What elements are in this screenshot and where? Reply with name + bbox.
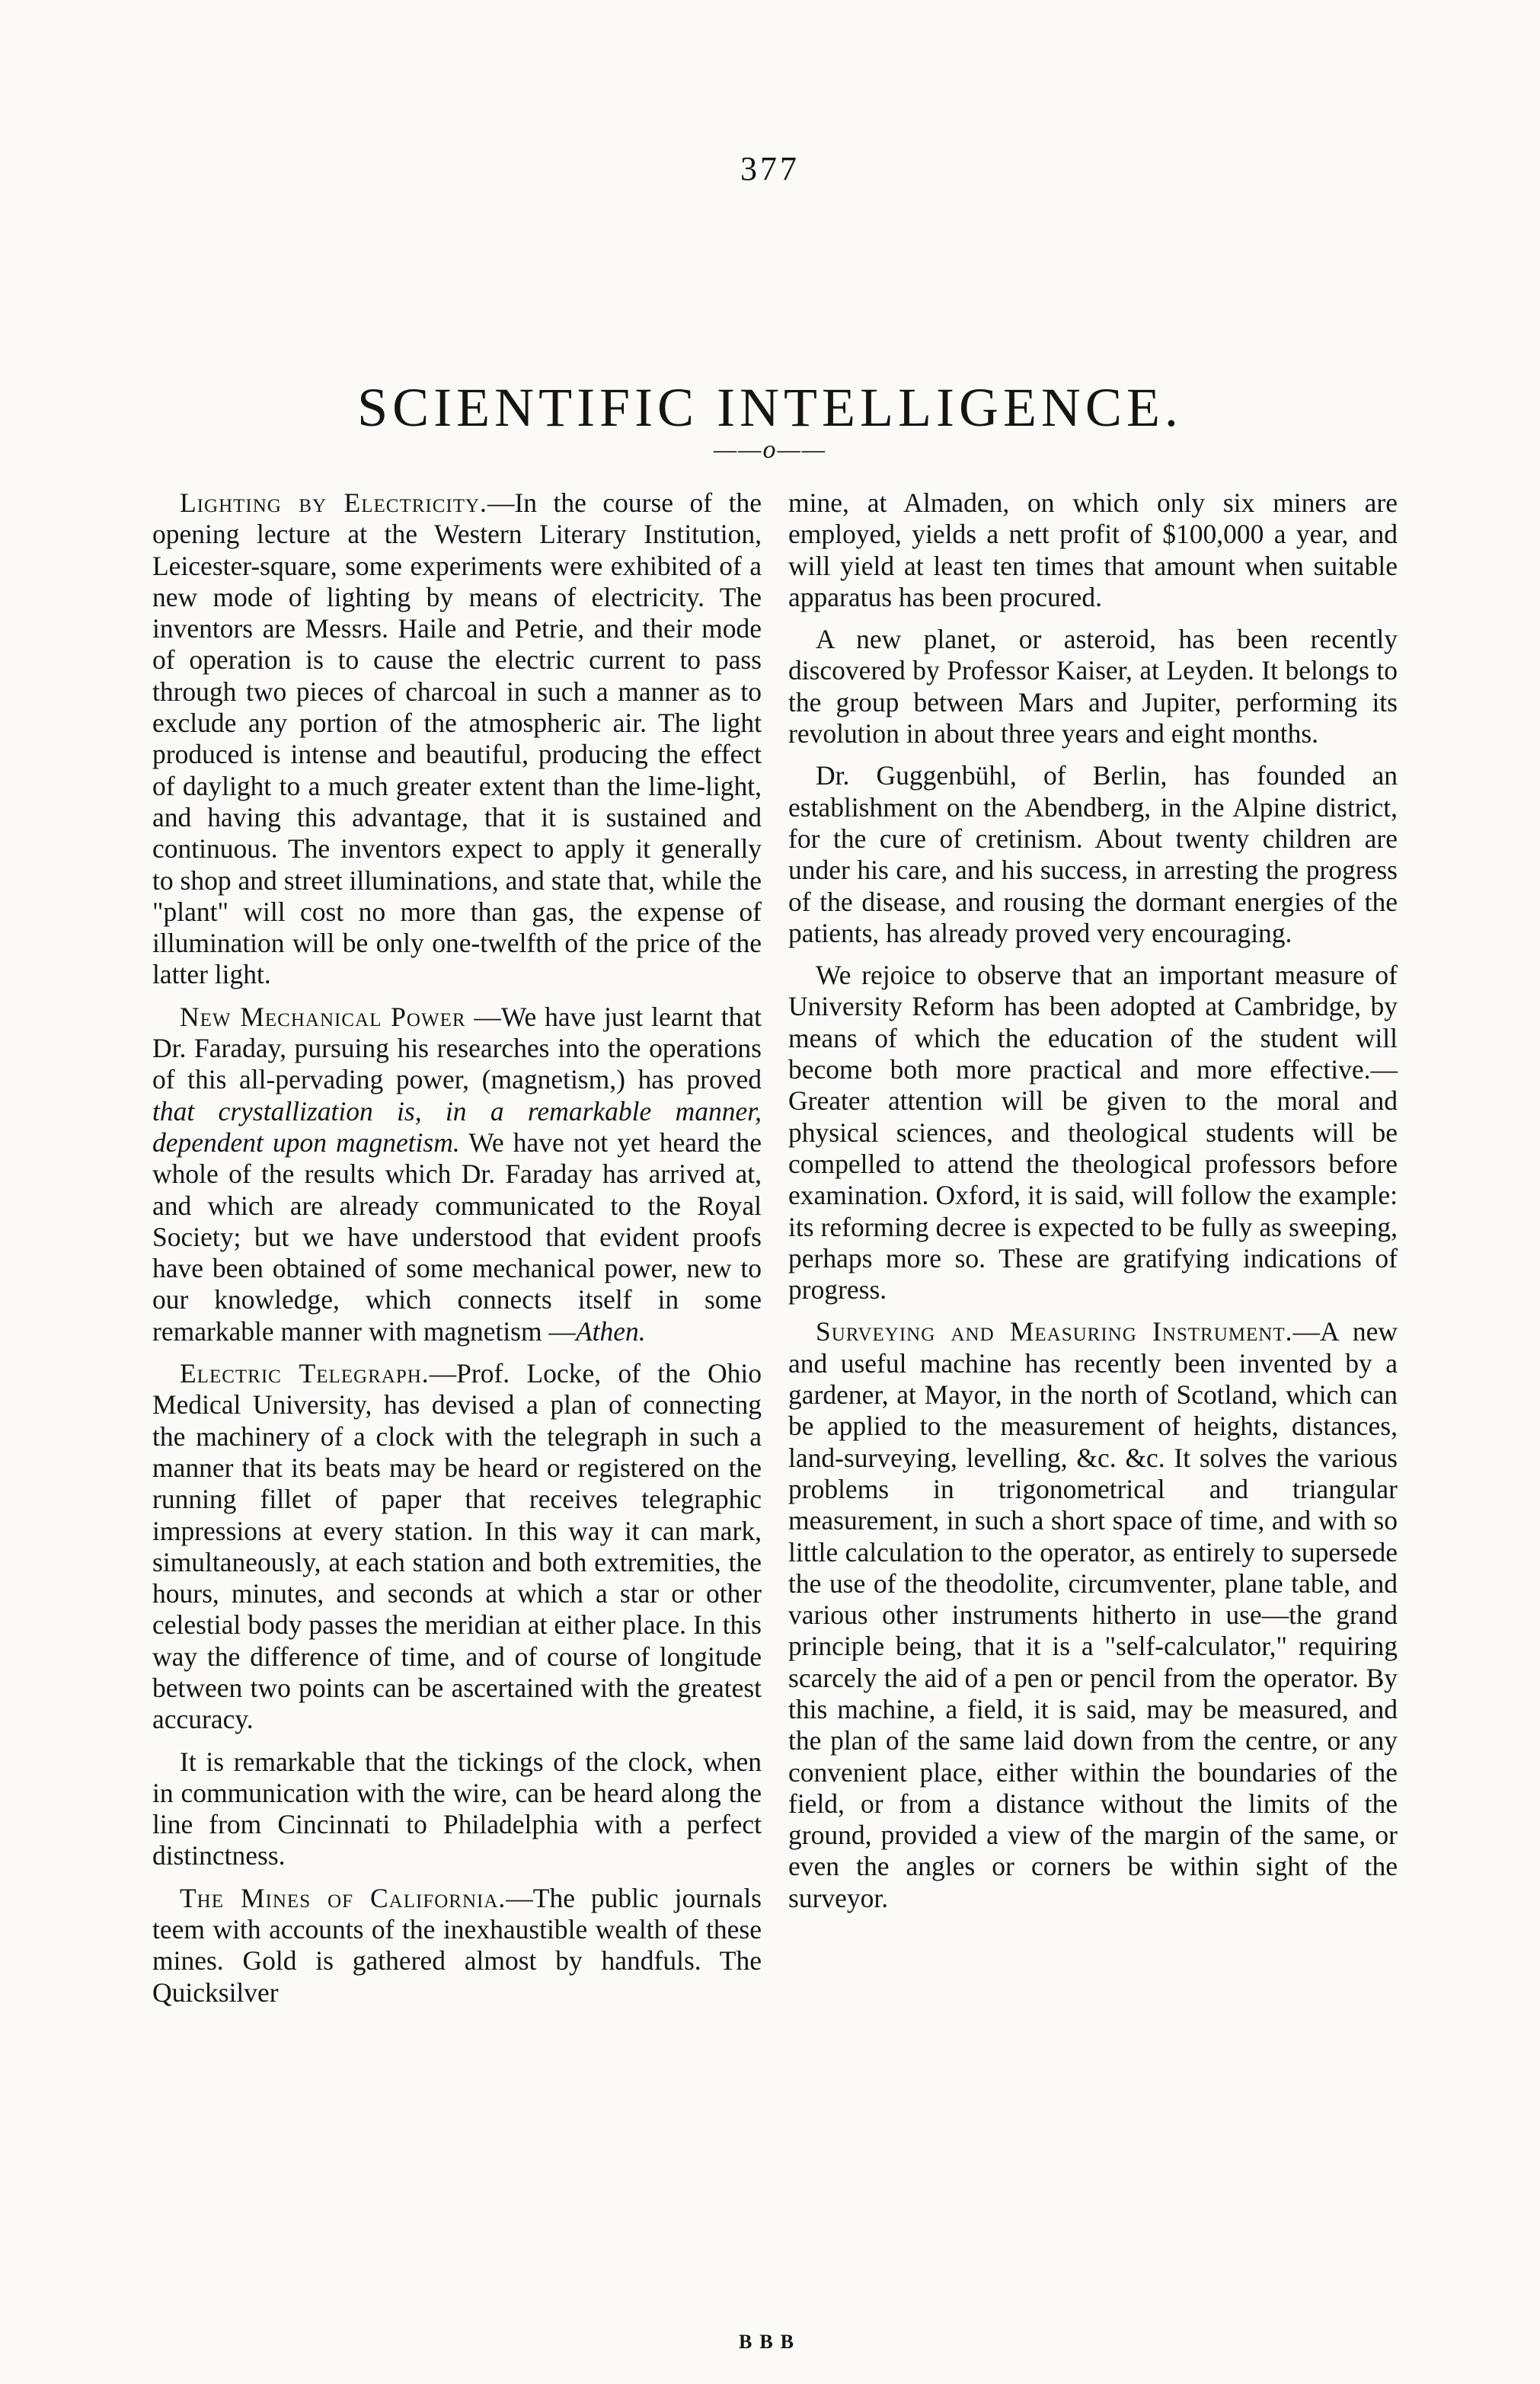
heading-mines-california: The Mines of California. [180, 1882, 506, 1913]
paragraph-guggenbuhl: Dr. Guggenbühl, of Berlin, has founded an establishment on the Abendberg, in the Alpine district, for the cure of cretinism. About twenty children are under his care, and his success, in arresting the progress of the disease, and rousing the dormant energies of the patients, has already proved very encouraging. [788, 760, 1398, 948]
paragraph-university-reform: We rejoice to observe that an important measure of University Reform has been adopted at Cambridge, by means of which the education of the student will become both more practical and more effective.—Greater attention will be given to the moral and physical sciences, and theological students will be compelled to attend the theological professors before examination. Oxford, it is said, will follow the example: its reforming decree is expected to be fully as sweeping, perhaps more so. These are gratifying indications of progress. [788, 960, 1398, 1305]
body-surveying: —A new and useful machine has recently been invented by a gardener, at Mayor, in the north of Scotland, which can be applied to the measurement of heights, distances, land-surveying, levelling, &c. &c. It solves the various problems in trigonometrical and triangular measurement, in such a short space of time, and with so little calculation to the operator, as entirely to supersede the use of the theodolite, circumventer, plane table, and various other instruments hitherto in use—the grand principle being, that it is a "self-calculator," requiring scarcely the aid of a pen or pencil from the operator. By this machine, a field, it is said, may be measured, and the plan of the same laid down from the centre, or any convenient place, either within the boundaries of the field, or from a distance without the limits of the ground, provided a view of the margin of the same, or even the angles or corners be within sight of the surveyor. [788, 1316, 1398, 1913]
article-lighting [152, 487, 762, 991]
paragraph-new-planet: A new planet, or asteroid, has been recently discovered by Professor Kaiser, at Leyden. It belongs to the group between Mars and Jupiter, performing its revolution in about three years and eight months. [788, 624, 1398, 749]
source-athen: Athen. [576, 1315, 646, 1347]
body-mines: —The public journals teem with accounts of the inexhaustible wealth of these mines. Gold is gathered almost by handfuls. The Quicksilver [152, 1882, 762, 2008]
left-column [152, 487, 762, 2019]
paragraph-tickings: It is remarkable that the tickings of the clock, when in communication with the wire, can be heard along the line from Cincinnati to Philadelphia with a perfect distinctness. [152, 1746, 762, 1871]
article-mines-california [152, 1883, 762, 2009]
body-telegraph: —Prof. Locke, of the Ohio Medical University, has devised a plan of connecting the machinery of a clock with the telegraph in such a manner that its beats may be heard or registered on the running fillet of paper that receives telegraphic impressions at every station. In this way it can mark, simultaneously, at each station and both extremities, the hours, minutes, and seconds at which a star or other celestial body passes the meridian at either place. In this way the difference of time, and of course of longitude between two points can be ascertained with the greatest accuracy. [152, 1358, 762, 1735]
body-mechanical-1: —We have just learnt that Dr. Faraday, pursuing his researches into the operations of this all-pervading power, (magnetism,) has proved [152, 1001, 762, 1095]
body-mechanical-2: We have not yet heard the whole of the results which Dr. Faraday has arrived at, and which are already communicated to the Royal Society; but we have understood that evident proofs have been obtained of some mechanical power, new to our knowledge, which connects itself in some remarkable manner with magnetism — [152, 1126, 762, 1347]
right-column [788, 487, 1398, 1925]
title-ornament: ——o—— [714, 436, 826, 464]
body-mechanical-italic: that crystallization is, in a remarkable manner, dependent upon magnetism. [152, 1095, 762, 1158]
heading-mechanical-power: New Mechanical Power [180, 1001, 466, 1032]
heading-lighting: Lighting by Electricity. [180, 487, 487, 518]
page-number: 377 [740, 150, 800, 187]
paragraph-mines-continued: mine, at Almaden, on which only six miners are employed, yields a nett profit of $100,000 a year, and will yield at least ten times that amount when suitable apparatus has been procured. [788, 487, 1398, 612]
page-title: SCIENTIFIC INTELLIGENCE. [357, 377, 1183, 439]
heading-surveying-instrument: Surveying and Measuring Instrument. [816, 1316, 1293, 1347]
article-electric-telegraph [152, 1358, 762, 1736]
heading-electric-telegraph: Electric Telegraph. [180, 1358, 430, 1389]
signature-mark: BBB [738, 2331, 802, 2353]
body-lighting: —In the course of the opening lecture at the Western Literary Institution, Leicester-square, some experiments were exhibited of a new mode of lighting by means of electricity. The inventors are Messrs. Haile and Petrie, and their mode of operation is to cause the electric current to pass through two pieces of charcoal in such a manner as to exclude any portion of the atmospheric air. The light produced is intense and beautiful, producing the effect of daylight to a much greater extent than the lime-light, and having this advantage, that it is sustained and continuous. The inventors expect to apply it generally to shop and street illuminations, and state that, while the "plant" will cost no more than gas, the expense of illumination will be only one-twelfth of the price of the latter light. [152, 487, 762, 990]
article-surveying-instrument [788, 1316, 1398, 1914]
article-mechanical-power [152, 1002, 762, 1347]
